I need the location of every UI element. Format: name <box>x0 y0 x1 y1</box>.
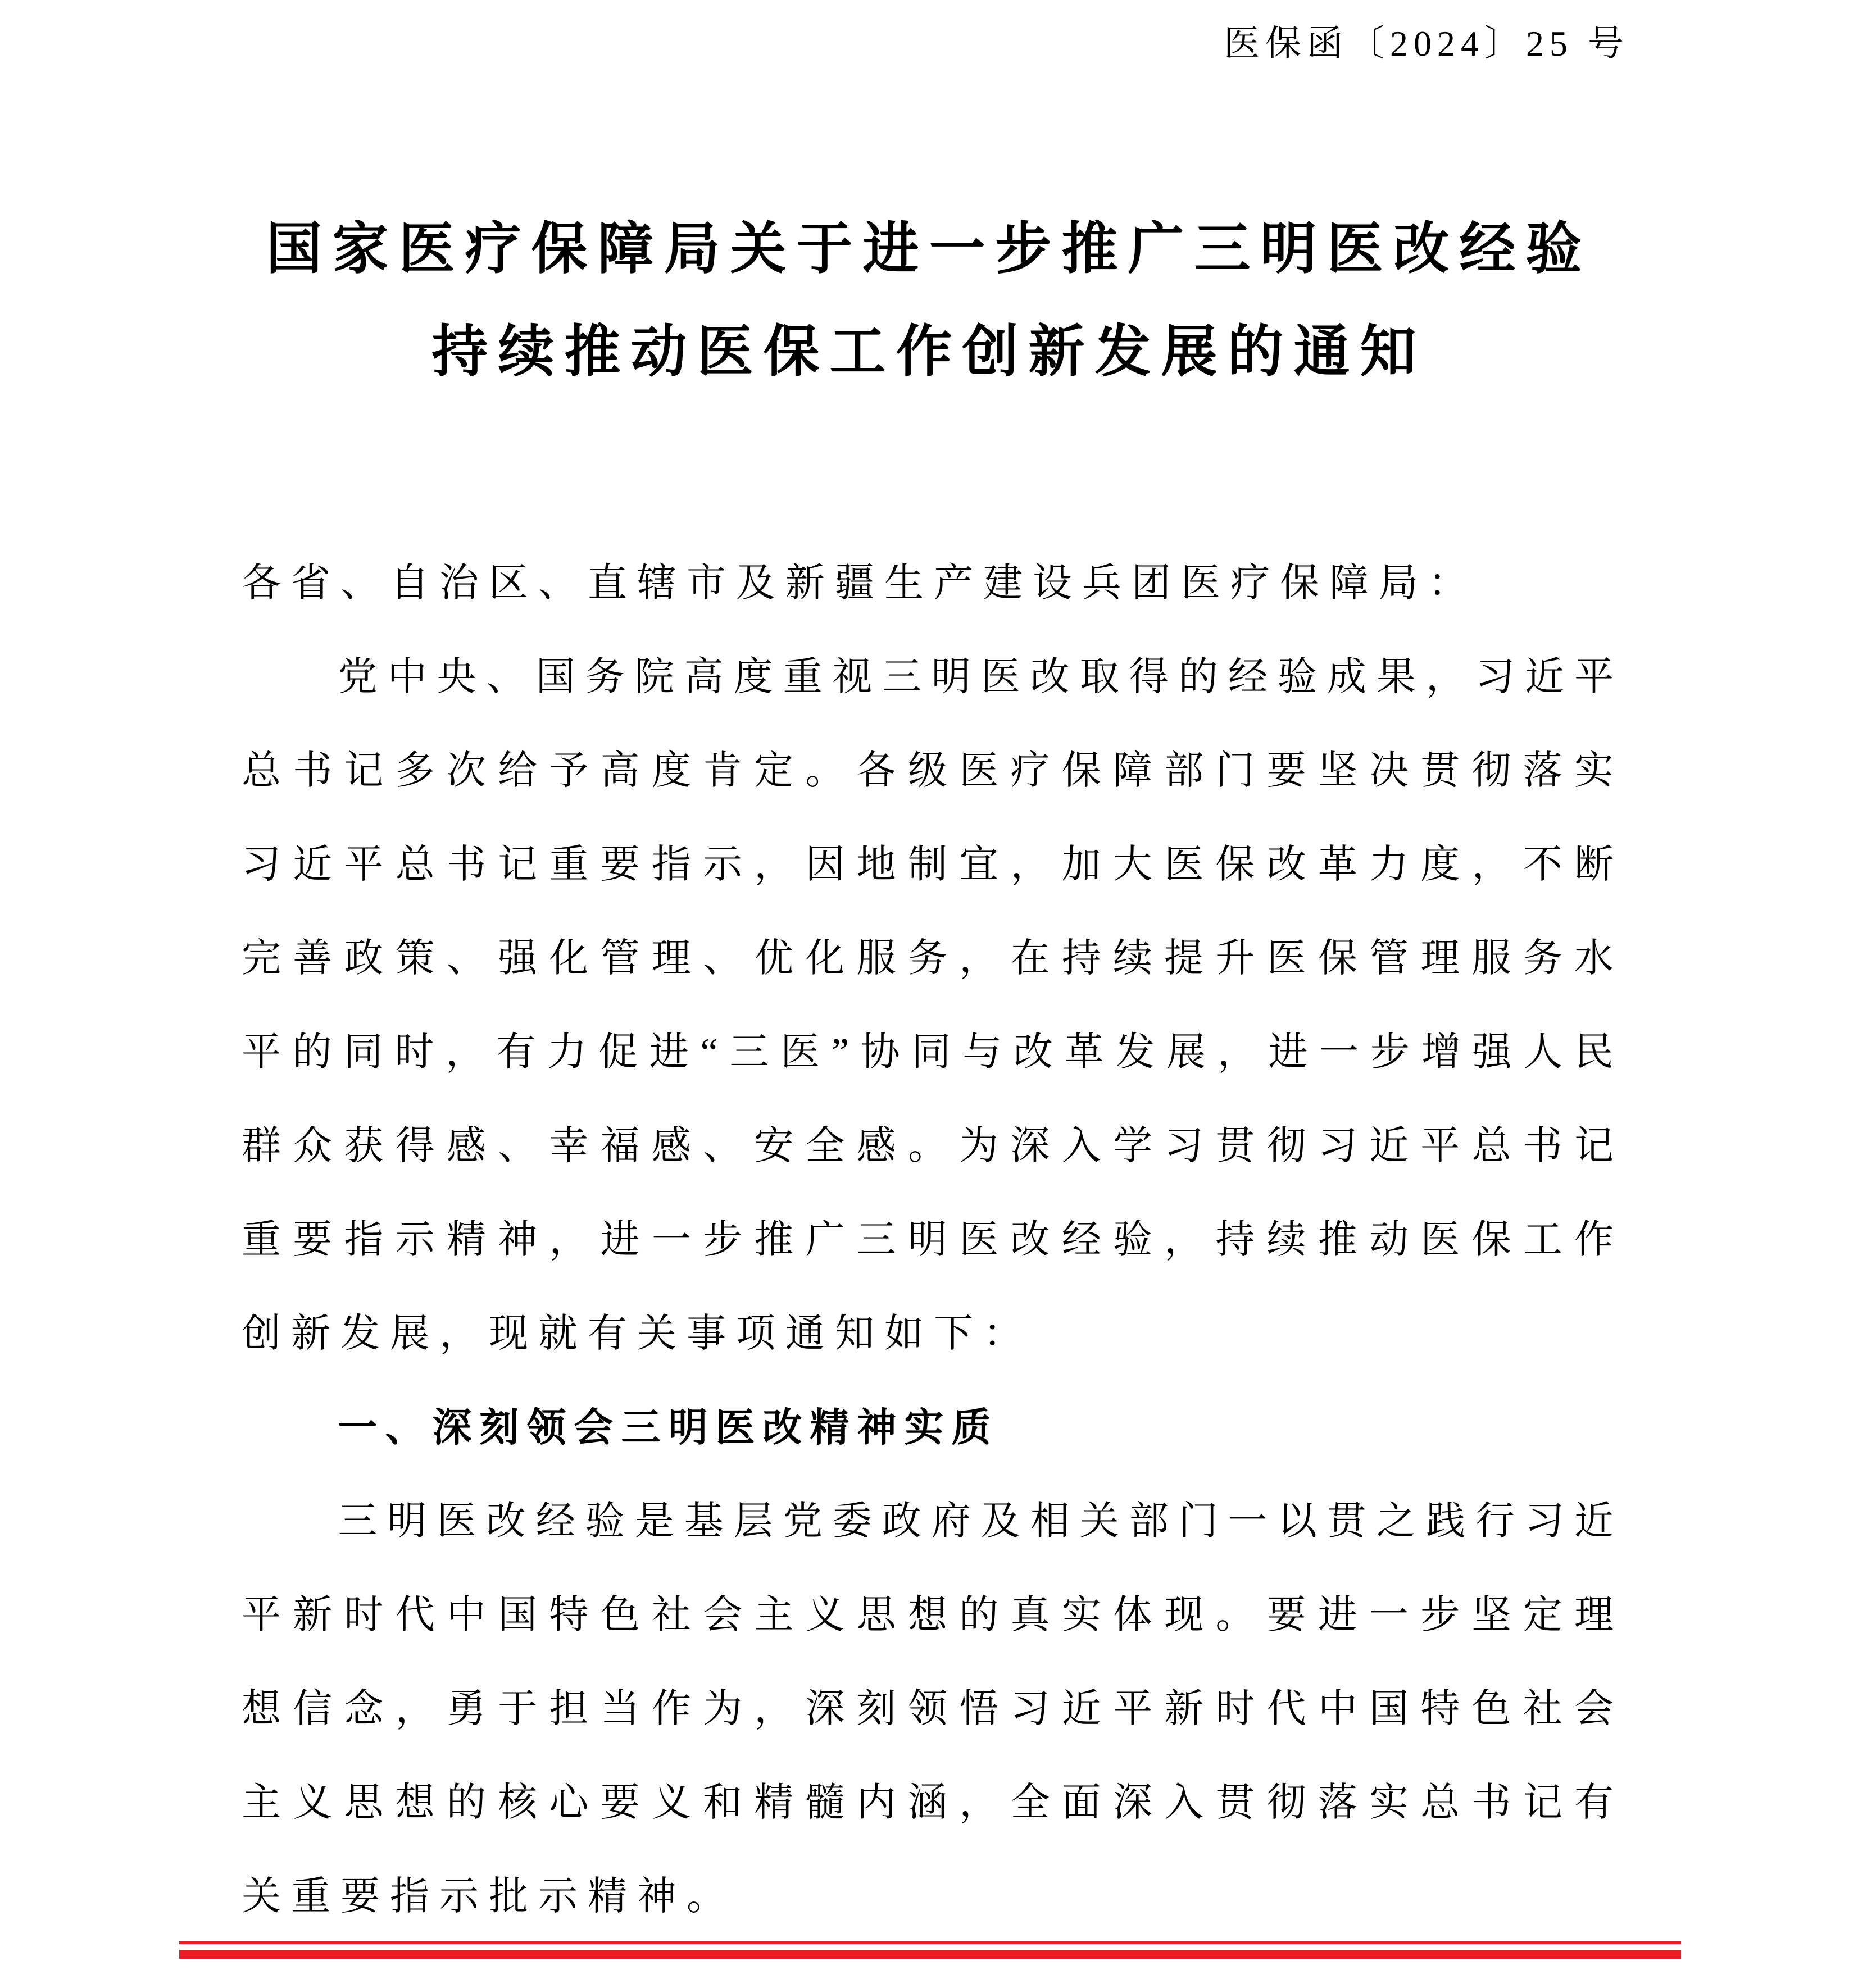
intro-paragraph: 党中央、国务院高度重视三明医改取得的经验成果，习近平总书记多次给予高度肯定。各级医疗保障部门要坚决贯彻落实习近平总书记重要指示，因地制宜，加大医保改革力度，不断完善政策、强化管理、优化服务，在持续提升医保管理服务水平的同时，有力促进“三医”协同与改革发展，进一步增强人民群众获得感、幸福感、安全感。为深入学习贯彻习近平总书记重要指示精神，进一步推广三明医改经验，持续推动医保工作创新发展，现就有关事项通知如下： <box>242 656 1624 1355</box>
section-1-paragraph: 三明医改经验是基层党委政府及相关部门一以贯之践行习近平新时代中国特色社会主义思想的真实体现。要进一步坚定理想信念，勇于担当作为，深刻领悟习近平新时代中国特色社会主义思想的核心要义和精髓内涵，全面深入贯彻落实总书记有关重要指示批示精神。 <box>242 1500 1624 1918</box>
section-1-heading: 一、深刻领会三明医改精神实质 <box>338 1405 999 1449</box>
document-title <box>0 198 1858 403</box>
document-body <box>242 536 1624 1944</box>
addressee-line: 各省、自治区、直辖市及新疆生产建设兵团医疗保障局： <box>242 562 1478 605</box>
footer-rule-thin <box>179 1941 1681 1944</box>
footer-rule-thick <box>179 1950 1681 1959</box>
document-title-line-1: 国家医疗保障局关于进一步推广三明医改经验 <box>266 218 1592 280</box>
document-number: 医保函〔2024〕25 号 <box>1224 24 1629 63</box>
document-title-line-2: 持续推动医保工作创新发展的通知 <box>431 321 1427 383</box>
